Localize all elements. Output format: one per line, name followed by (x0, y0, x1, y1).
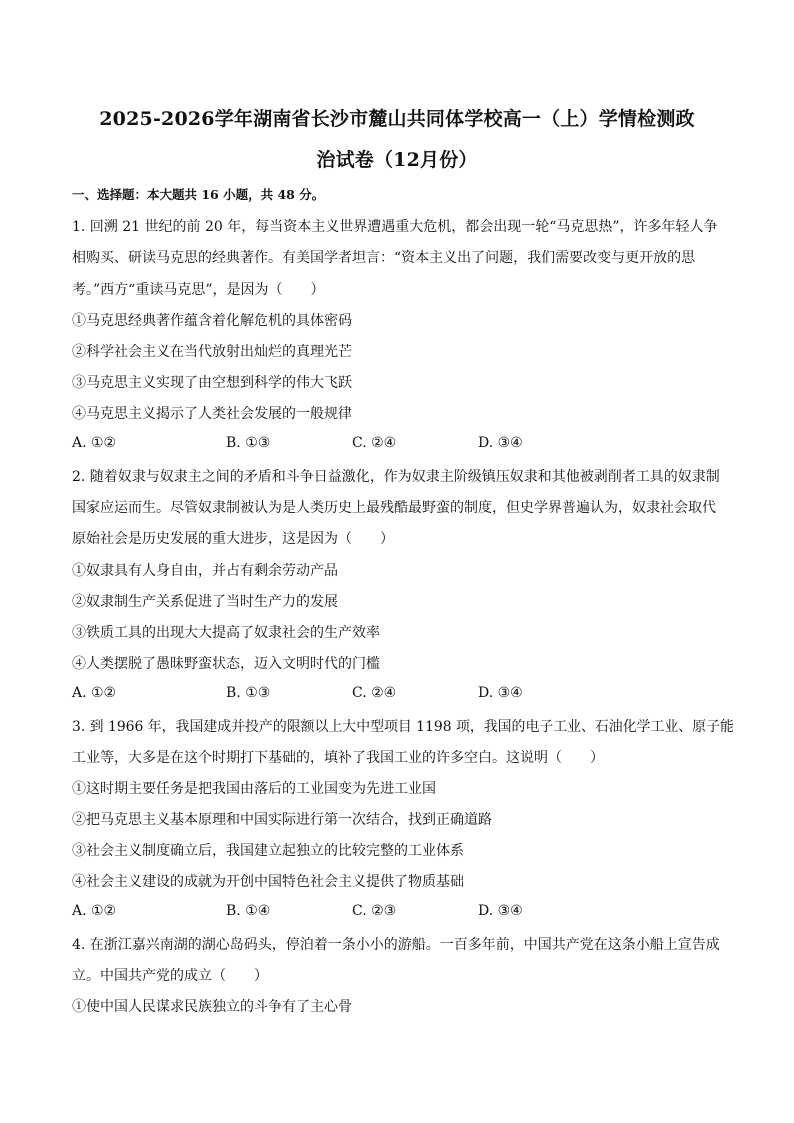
question-2-statement-3: ③铁质工具的出现大大提高了奴隶社会的生产效率 (72, 625, 380, 641)
question-1-option-b[interactable]: B. ①③ (226, 435, 271, 451)
question-2-option-c[interactable]: C. ②④ (352, 685, 397, 701)
question-3-stem-line-1: 3. 到 1966 年，我国建成并投产的限额以上大中型项目 1198 项，我国的电子工业、石油化学工业、原子能 (72, 719, 734, 735)
question-2-statement-1: ①奴隶具有人身自由，并占有剩余劳动产品 (72, 563, 338, 579)
question-2-option-d[interactable]: D. ③④ (478, 685, 523, 701)
question-3-option-d[interactable]: D. ③④ (478, 903, 523, 919)
question-4-statement-1: ①使中国人民谋求民族独立的斗争有了主心骨 (72, 999, 352, 1015)
question-3-statement-1: ①这时期主要任务是把我国由落后的工业国变为先进工业国 (72, 781, 436, 797)
exam-title-line-1: 2025-2026学年湖南省长沙市麓山共同体学校高一（上）学情检测政 (99, 108, 695, 130)
question-1-statement-3: ③马克思主义实现了由空想到科学的伟大飞跃 (72, 375, 352, 391)
question-1-stem-line-2: 相购买、研读马克思的经典著作。有美国学者坦言：“资本主义出了问题，我们需要改变与更开放的思 (72, 250, 696, 266)
question-2-stem-line-1: 2. 随着奴隶与奴隶主之间的矛盾和斗争日益激化，作为奴隶主阶级镇压奴隶和其他被剥削者工具的奴隶制 (72, 469, 720, 485)
question-4-stem-line-2: 立。中国共产党的成立（ ） (72, 968, 268, 984)
question-1-option-a[interactable]: A. ①② (72, 435, 117, 451)
question-3-option-b[interactable]: B. ①④ (226, 903, 271, 919)
question-1-option-c[interactable]: C. ②④ (352, 435, 397, 451)
question-2-statement-4: ④人类摆脱了愚昧野蛮状态，迈入文明时代的门槛 (72, 656, 380, 672)
question-3-stem-line-2: 工业等，大多是在这个时期打下基础的，填补了我国工业的许多空白。这说明（ ） (72, 750, 604, 766)
question-2-stem-line-3: 原始社会是历史发展的重大进步，这是因为（ ） (72, 531, 394, 547)
question-3-option-c[interactable]: C. ②③ (352, 903, 397, 919)
question-2-stem-line-2: 国家应运而生。尽管奴隶制被认为是人类历史上最残酷最野蛮的制度，但史学界普遍认为，奴隶社会取代 (72, 500, 716, 516)
section-heading: 一、选择题：本大题共 16 小题，共 48 分。 (72, 187, 325, 202)
question-2-statement-2: ②奴隶制生产关系促进了当时生产力的发展 (72, 594, 338, 610)
question-2-option-a[interactable]: A. ①② (72, 685, 117, 701)
question-3-statement-3: ③社会主义制度确立后，我国建立起独立的比较完整的工业体系 (72, 843, 464, 859)
question-3-statement-4: ④社会主义建设的成就为开创中国特色社会主义提供了物质基础 (72, 874, 464, 890)
question-1-option-d[interactable]: D. ③④ (478, 435, 523, 451)
question-1-statement-4: ④马克思主义揭示了人类社会发展的一般规律 (72, 406, 352, 422)
question-3-statement-2: ②把马克思主义基本原理和中国实际进行第一次结合，找到正确道路 (72, 812, 492, 828)
question-3-option-a[interactable]: A. ①② (72, 903, 117, 919)
question-1-stem-line-1: 1. 回溯 21 世纪的前 20 年，每当资本主义世界遭遇重大危机，都会出现一轮“马克思热”，许多年轻人争 (72, 219, 718, 235)
question-1-statement-2: ②科学社会主义在当代放射出灿烂的真理光芒 (72, 344, 352, 360)
question-2-option-b[interactable]: B. ①③ (226, 685, 271, 701)
question-1-stem-line-3: 考。”西方“重读马克思”，是因为（ ） (72, 282, 325, 298)
question-1-statement-1: ①马克思经典著作蕴含着化解危机的具体密码 (72, 313, 352, 329)
question-4-stem-line-1: 4. 在浙江嘉兴南湖的湖心岛码头，停泊着一条小小的游船。一百多年前，中国共产党在这条小船上宣告成 (72, 937, 720, 953)
exam-title-line-2: 治试卷（12月份） (316, 149, 478, 171)
